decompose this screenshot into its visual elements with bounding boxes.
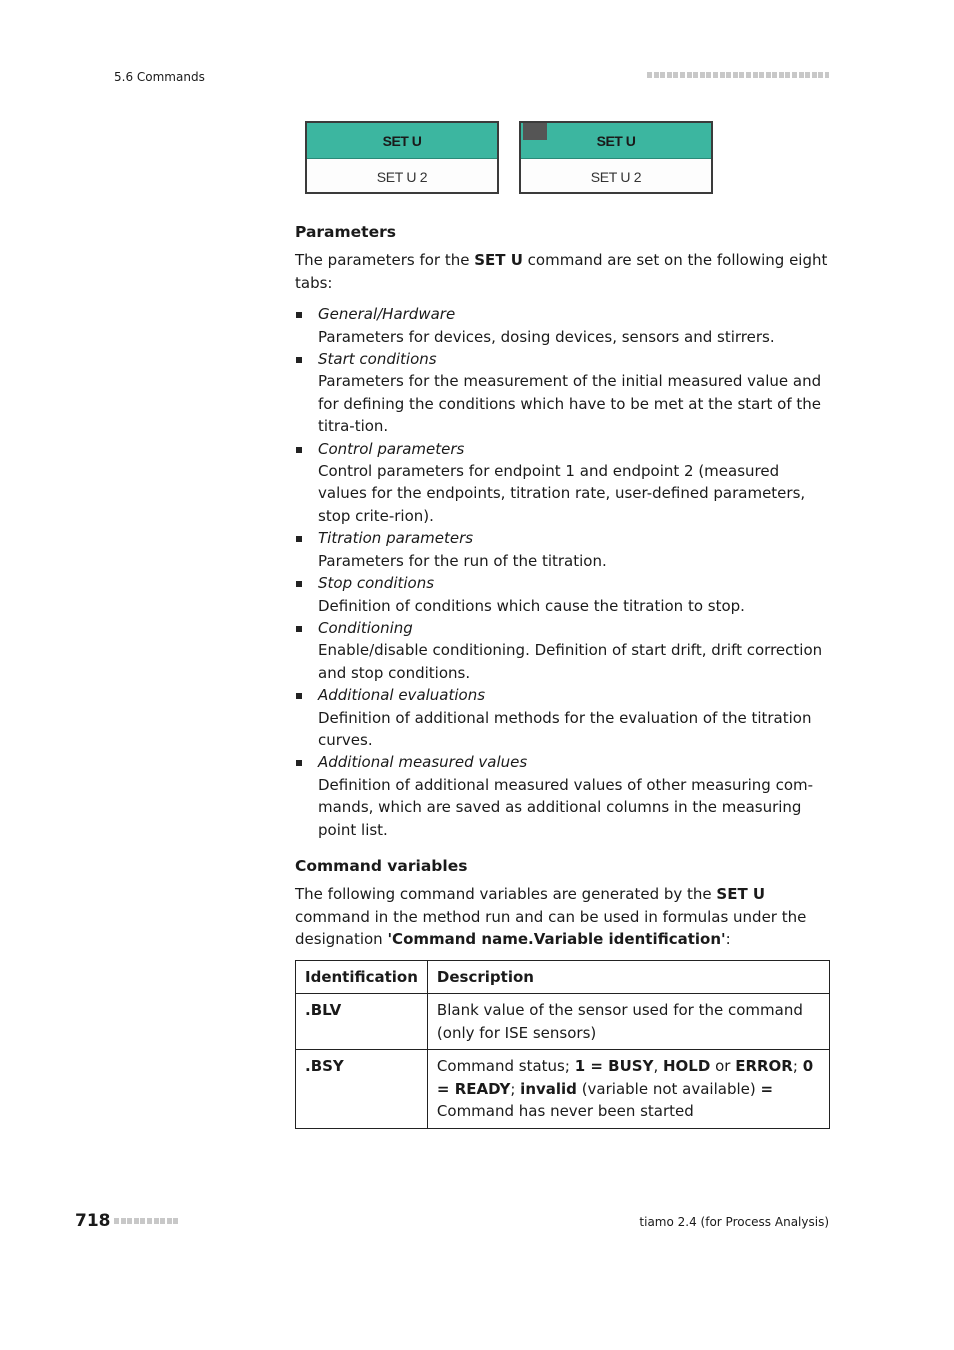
command-variables-heading: Command variables: [295, 857, 468, 875]
command-box-title: SET U: [307, 123, 497, 159]
tab-name: Additional evaluations: [318, 686, 486, 705]
tab-description: Definition of conditions which cause the titration to stop.: [318, 596, 745, 615]
tab-description: Enable/disable conditioning. Definition of start drift, drift correction and stop conditions.: [318, 641, 823, 682]
table-header-row: [296, 961, 830, 994]
tab-description: Definition of additional methods for the evaluation of the titration curves.: [318, 708, 812, 749]
tab-name: Additional measured values: [318, 753, 528, 772]
tab-name: Conditioning: [318, 618, 413, 637]
section-header: 5.6 Commands: [114, 70, 205, 84]
status-flag-icon: [523, 123, 547, 140]
command-box-name: SET U 2: [590, 169, 642, 185]
table-header-cell: Description: [427, 961, 829, 994]
command-box-normal: [305, 121, 499, 194]
list-item: [295, 303, 830, 348]
list-item: [295, 572, 830, 617]
table-row: [296, 994, 830, 1050]
list-item: [295, 527, 830, 572]
table-row: [296, 1050, 830, 1129]
table-header-cell: Identification: [296, 961, 428, 994]
tab-name: General/Hardware: [318, 305, 456, 324]
tab-name: Stop conditions: [318, 574, 435, 593]
page-number: 718: [75, 1211, 111, 1231]
tab-description: Control parameters for endpoint 1 and endpoint 2 (measured values for the endpoints, titration rate, user-defined parameters, stop crite-rion).: [318, 462, 806, 525]
tab-description: Definition of additional measured values of other measuring com-mands, which are saved as additional columns in the measuring point list.: [318, 775, 814, 839]
variable-id: .BSY: [296, 1050, 428, 1129]
variable-description: Command status; 1 = BUSY, HOLD or ERROR; 0 = READY; invalid (variable not available) = Command has never been started: [427, 1050, 829, 1129]
header-decoration: [647, 72, 829, 80]
list-item: [295, 348, 830, 438]
variable-id: .BLV: [296, 994, 428, 1050]
variables-table: [295, 960, 830, 1129]
command-variables-section: [295, 855, 830, 951]
parameters-heading: Parameters: [295, 223, 396, 241]
variable-description: Blank value of the sensor used for the command (only for ISE sensors): [427, 994, 829, 1050]
command-box-name: SET U 2: [376, 169, 428, 185]
tab-name: Control parameters: [318, 439, 465, 458]
list-item: [295, 684, 830, 751]
command-variables-intro: The following command variables are generated by the SET U command in the method run and can be used in formulas under the designation 'Command name.Variable identification':: [295, 885, 807, 949]
tab-name: Titration parameters: [318, 529, 474, 548]
tab-description: Parameters for devices, dosing devices, sensors and stirrers.: [318, 327, 775, 346]
variables-table-wrap: [295, 960, 830, 1129]
tab-description: Parameters for the measurement of the initial measured value and for defining the conditions which have to be met at the start of the titra-tion.: [318, 372, 822, 436]
list-item: [295, 751, 830, 841]
product-name: tiamo 2.4 (for Process Analysis): [639, 1215, 829, 1229]
command-box-flagged: [519, 121, 713, 194]
parameters-intro: The parameters for the SET U command are set on the following eight tabs:: [295, 251, 828, 292]
parameters-section: [295, 221, 830, 841]
parameters-tab-list: [295, 303, 830, 841]
list-item: [295, 617, 830, 684]
tab-name: Start conditions: [318, 350, 437, 369]
footer-decoration: [114, 1218, 184, 1226]
tab-description: Parameters for the run of the titration.: [318, 551, 607, 570]
list-item: [295, 438, 830, 528]
command-box-title: SET U: [521, 123, 711, 159]
